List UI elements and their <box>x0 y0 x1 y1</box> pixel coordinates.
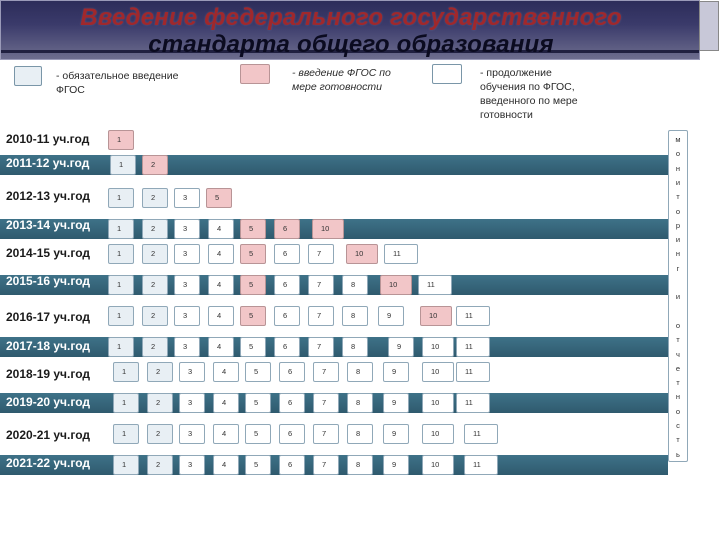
grade-cell: 10 <box>346 244 378 264</box>
grade-cell: 4 <box>208 337 234 357</box>
monitoring-letter: м <box>675 135 681 144</box>
legend-swatch-readiness <box>240 64 270 84</box>
grade-cell: 2 <box>147 424 173 444</box>
grade-cell: 5 <box>240 306 266 326</box>
grade-cell: 10 <box>380 275 412 295</box>
grade-cell: 11 <box>464 424 498 444</box>
grade-cell: 7 <box>313 455 339 475</box>
grade-cell: 4 <box>208 244 234 264</box>
grade-cell: 5 <box>245 393 271 413</box>
grade-cell: 10 <box>312 219 344 239</box>
grade-cell: 1 <box>108 306 134 326</box>
grade-cell: 1 <box>108 130 134 150</box>
grade-cell: 9 <box>378 306 404 326</box>
year-label: 2016-17 уч.год <box>6 310 90 324</box>
grade-cell: 11 <box>456 337 490 357</box>
grade-cell: 2 <box>142 275 168 295</box>
monitoring-letter: е <box>675 363 681 373</box>
year-label: 2017-18 уч.год <box>6 339 90 353</box>
grade-cell: 3 <box>174 275 200 295</box>
grade-cell: 5 <box>245 455 271 475</box>
grade-cell: 10 <box>422 455 454 475</box>
year-row-band <box>0 155 668 175</box>
title-banner <box>0 0 700 60</box>
legend-swatch-mandatory <box>14 66 42 86</box>
grade-cell: 9 <box>388 337 414 357</box>
grade-cell: 6 <box>274 244 300 264</box>
grade-cell: 1 <box>110 155 136 175</box>
monitoring-letter: о <box>675 406 681 416</box>
year-label: 2010-11 уч.год <box>6 132 90 146</box>
grade-cell: 7 <box>313 362 339 382</box>
grade-cell: 7 <box>308 275 334 295</box>
grade-cell: 5 <box>240 337 266 357</box>
grade-cell: 3 <box>174 244 200 264</box>
grade-cell: 1 <box>113 393 139 413</box>
grade-cell: 1 <box>108 337 134 357</box>
year-label: 2020-21 уч.год <box>6 428 90 442</box>
grade-cell: 8 <box>342 306 368 326</box>
grade-cell: 11 <box>456 393 490 413</box>
grade-cell: 3 <box>179 362 205 382</box>
year-label: 2018-19 уч.год <box>6 367 90 381</box>
grade-cell: 10 <box>422 424 454 444</box>
grade-cell: 1 <box>108 275 134 295</box>
grade-cell: 2 <box>147 362 173 382</box>
grade-cell: 11 <box>456 306 490 326</box>
year-label: 2019-20 уч.год <box>6 395 90 409</box>
grade-cell: 2 <box>142 337 168 357</box>
grade-cell: 2 <box>142 188 168 208</box>
grade-cell: 11 <box>418 275 452 295</box>
grade-cell: 11 <box>384 244 418 264</box>
monitoring-letter: т <box>676 435 680 445</box>
monitoring-letter: н <box>675 249 681 259</box>
grade-cell: 7 <box>313 424 339 444</box>
grade-cell: 7 <box>313 393 339 413</box>
grade-cell: 2 <box>147 393 173 413</box>
monitoring-letter: о <box>675 206 681 216</box>
grade-cell: 4 <box>213 424 239 444</box>
grade-cell: 6 <box>279 362 305 382</box>
monitoring-letter: т <box>676 335 680 345</box>
monitoring-letter: ь <box>676 449 680 459</box>
grade-cell: 6 <box>279 393 305 413</box>
grade-cell: 10 <box>422 362 454 382</box>
grade-cell: 2 <box>142 244 168 264</box>
year-label: 2012-13 уч.год <box>6 189 90 203</box>
year-label: 2021-22 уч.год <box>6 456 90 470</box>
year-row-band <box>0 275 668 295</box>
grade-cell: 1 <box>108 188 134 208</box>
grade-cell: 9 <box>383 393 409 413</box>
grade-cell: 8 <box>347 362 373 382</box>
monitoring-letter: о <box>675 149 681 159</box>
year-label: 2013-14 уч.год <box>6 218 90 232</box>
grade-cell: 4 <box>213 455 239 475</box>
grade-cell: 2 <box>142 306 168 326</box>
legend-swatch-continuation <box>432 64 462 84</box>
grade-cell: 2 <box>142 219 168 239</box>
grade-cell: 3 <box>179 393 205 413</box>
grade-cell: 8 <box>347 424 373 444</box>
grade-cell: 6 <box>279 424 305 444</box>
grade-cell: 1 <box>113 424 139 444</box>
monitoring-letter: т <box>676 192 680 202</box>
grade-cell: 4 <box>213 393 239 413</box>
grade-cell: 4 <box>208 219 234 239</box>
grade-cell: 6 <box>274 275 300 295</box>
monitoring-letter: р <box>675 220 681 230</box>
grade-cell: 3 <box>179 424 205 444</box>
monitoring-letter: г <box>676 263 680 273</box>
grade-cell: 9 <box>383 455 409 475</box>
grade-cell: 10 <box>422 393 454 413</box>
legend-text-mandatory: - обязательное введение ФГОС <box>56 70 179 96</box>
grade-cell: 10 <box>422 337 454 357</box>
grade-cell: 3 <box>174 306 200 326</box>
grade-cell: 6 <box>274 306 300 326</box>
grade-cell: 6 <box>274 337 300 357</box>
grade-cell: 5 <box>206 188 232 208</box>
monitoring-letter: и <box>675 292 681 302</box>
grade-cell: 5 <box>245 362 271 382</box>
grade-cell: 8 <box>342 275 368 295</box>
grade-cell: 2 <box>147 455 173 475</box>
grade-cell: 1 <box>108 244 134 264</box>
grade-cell: 4 <box>208 306 234 326</box>
title-line-1: Введение федерального государственного <box>80 4 622 31</box>
grade-cell: 5 <box>240 219 266 239</box>
title-line-2: стандарта общего образования <box>148 31 554 58</box>
grade-cell: 7 <box>308 244 334 264</box>
monitoring-letter: с <box>676 421 680 430</box>
grade-cell: 7 <box>308 306 334 326</box>
grade-cell: 11 <box>456 362 490 382</box>
grade-cell: 9 <box>383 362 409 382</box>
monitoring-letter: и <box>675 235 681 245</box>
grade-cell: 7 <box>308 337 334 357</box>
grade-cell: 6 <box>279 455 305 475</box>
grade-cell: 5 <box>240 244 266 264</box>
year-label: 2015-16 уч.год <box>6 274 90 288</box>
monitoring-letter: о <box>675 320 681 330</box>
grade-cell: 1 <box>113 455 139 475</box>
grade-cell: 3 <box>174 188 200 208</box>
grade-cell: 1 <box>113 362 139 382</box>
year-row-band <box>0 337 668 357</box>
grade-cell: 8 <box>342 337 368 357</box>
grade-cell: 8 <box>347 393 373 413</box>
grade-cell: 4 <box>208 275 234 295</box>
grade-cell: 10 <box>420 306 452 326</box>
title-corner-decoration <box>699 1 719 51</box>
grade-cell: 8 <box>347 455 373 475</box>
monitoring-column <box>668 130 688 462</box>
legend-text-continuation: - продолжение обучения по ФГОС, введенного по мере готовности <box>480 67 578 121</box>
grade-cell: 9 <box>383 424 409 444</box>
grade-cell: 11 <box>464 455 498 475</box>
grade-cell: 3 <box>174 219 200 239</box>
grade-cell: 1 <box>108 219 134 239</box>
grade-cell: 6 <box>274 219 300 239</box>
monitoring-letter: н <box>675 163 681 173</box>
year-label: 2014-15 уч.год <box>6 246 90 260</box>
grade-cell: 3 <box>174 337 200 357</box>
monitoring-letter: н <box>675 392 681 402</box>
monitoring-letter: т <box>676 378 680 388</box>
grade-cell: 5 <box>240 275 266 295</box>
year-label: 2011-12 уч.год <box>6 156 90 170</box>
grade-cell: 5 <box>245 424 271 444</box>
grade-cell: 3 <box>179 455 205 475</box>
grade-cell: 2 <box>142 155 168 175</box>
grade-cell: 4 <box>213 362 239 382</box>
monitoring-letter: и <box>675 177 681 187</box>
monitoring-letter: ч <box>676 349 680 359</box>
legend-text-readiness: - введение ФГОС по мере готовности <box>292 67 391 93</box>
